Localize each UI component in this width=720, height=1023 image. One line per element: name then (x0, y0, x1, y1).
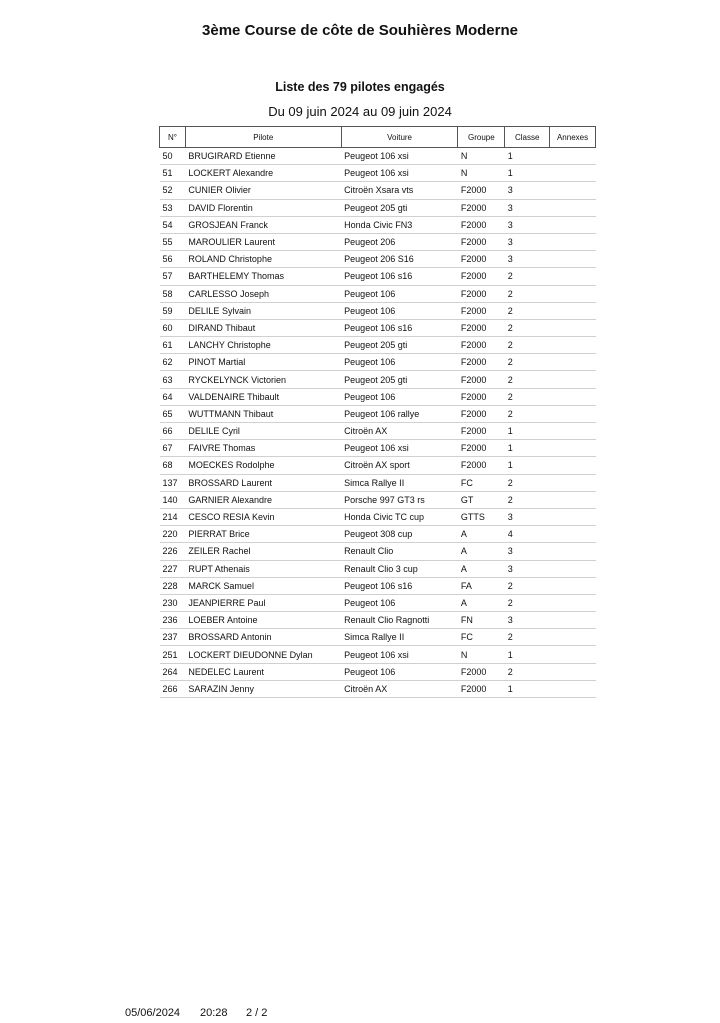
cell-group: F2000 (460, 202, 487, 213)
cell-class: 1 (507, 683, 513, 694)
cell-number: 60 (162, 322, 173, 333)
cell-class: 2 (507, 666, 513, 677)
cell-group: F2000 (460, 683, 487, 694)
cell-pilot: GROSJEAN Franck (188, 219, 268, 230)
header-group: Groupe (458, 127, 505, 148)
cell-number: 52 (162, 185, 173, 196)
table-row (160, 371, 596, 388)
table-row (160, 474, 596, 491)
cell-class: 1 (507, 426, 513, 437)
cell-annexes (550, 285, 596, 302)
table-row (160, 388, 596, 405)
table-row (160, 423, 596, 440)
cell-annexes (550, 646, 596, 663)
cell-class: 3 (507, 202, 513, 213)
cell-number: 65 (162, 408, 173, 419)
cell-group: F2000 (460, 426, 487, 437)
entries-table (159, 126, 596, 698)
table-row (160, 268, 596, 285)
cell-number: 140 (162, 494, 178, 505)
cell-annexes (550, 165, 596, 182)
cell-car: Peugeot 205 gti (344, 374, 408, 385)
cell-pilot: VALDENAIRE Thibault (188, 391, 280, 402)
cell-class: 3 (507, 237, 513, 248)
cell-pilot: MARCK Samuel (188, 580, 254, 591)
cell-car: Citroën AX (344, 426, 388, 437)
cell-car: Peugeot 106 s16 (344, 580, 413, 591)
footer-page-number: 2 / 2 (246, 1007, 268, 1019)
cell-group: FC (460, 477, 473, 488)
document-title: 3ème Course de côte de Souhières Moderne (202, 22, 518, 39)
cell-annexes (550, 354, 596, 371)
table-row (160, 199, 596, 216)
cell-car: Honda Civic FN3 (344, 219, 413, 230)
table-row (160, 508, 596, 525)
cell-car: Peugeot 106 (344, 305, 396, 316)
cell-class: 1 (507, 443, 513, 454)
cell-class: 1 (507, 460, 513, 471)
cell-class: 2 (507, 322, 513, 333)
cell-annexes (550, 388, 596, 405)
cell-number: 214 (162, 512, 178, 523)
cell-number: 53 (162, 202, 173, 213)
cell-annexes (550, 526, 596, 543)
cell-car: Honda Civic TC cup (344, 512, 425, 523)
cell-car: Simca Rallye II (344, 632, 405, 643)
cell-annexes (550, 594, 596, 611)
cell-class: 4 (507, 529, 513, 540)
cell-group: FA (460, 580, 472, 591)
cell-annexes (550, 182, 596, 199)
table-row (160, 233, 596, 250)
cell-pilot: WUTTMANN Thibaut (188, 408, 274, 419)
table-row (160, 594, 596, 611)
cell-group: A (460, 563, 467, 574)
cell-class: 2 (507, 288, 513, 299)
cell-annexes (550, 268, 596, 285)
cell-class: 2 (507, 305, 513, 316)
cell-number: 237 (162, 632, 178, 643)
cell-car: Peugeot 106 xsi (344, 151, 409, 162)
cell-group: F2000 (460, 254, 487, 265)
cell-car: Peugeot 106 (344, 288, 396, 299)
cell-car: Peugeot 206 (344, 237, 396, 248)
cell-group: F2000 (460, 185, 487, 196)
header-car: Voiture (341, 127, 458, 148)
cell-number: 54 (162, 219, 173, 230)
cell-class: 2 (507, 597, 513, 608)
cell-group: F2000 (460, 271, 487, 282)
cell-number: 220 (162, 529, 178, 540)
cell-pilot: PINOT Martial (188, 357, 246, 368)
header-annexes: Annexes (550, 127, 596, 148)
cell-class: 3 (507, 254, 513, 265)
cell-group: F2000 (460, 443, 487, 454)
cell-class: 3 (507, 219, 513, 230)
cell-class: 2 (507, 340, 513, 351)
table-row (160, 457, 596, 474)
table-row (160, 491, 596, 508)
cell-group: F2000 (460, 322, 487, 333)
cell-car: Citroën Xsara vts (344, 185, 414, 196)
cell-car: Citroën AX sport (344, 460, 410, 471)
cell-number: 57 (162, 271, 173, 282)
cell-group: F2000 (460, 408, 487, 419)
cell-car: Simca Rallye II (344, 477, 405, 488)
cell-class: 2 (507, 477, 513, 488)
cell-pilot: DELILE Cyril (188, 426, 240, 437)
cell-number: 228 (162, 580, 178, 591)
table-row (160, 165, 596, 182)
cell-car: Peugeot 106 xsi (344, 443, 409, 454)
cell-number: 236 (162, 615, 178, 626)
cell-group: N (460, 151, 468, 162)
table-row (160, 560, 596, 577)
cell-pilot: CUNIER Olivier (188, 185, 251, 196)
cell-annexes (550, 457, 596, 474)
cell-annexes (550, 423, 596, 440)
cell-group: F2000 (460, 666, 487, 677)
cell-class: 3 (507, 615, 513, 626)
cell-group: F2000 (460, 219, 487, 230)
cell-class: 1 (507, 168, 513, 179)
cell-car: Renault Clio (344, 546, 394, 557)
cell-class: 1 (507, 151, 513, 162)
table-row (160, 285, 596, 302)
cell-pilot: ROLAND Christophe (188, 254, 272, 265)
cell-number: 251 (162, 649, 178, 660)
cell-number: 61 (162, 340, 173, 351)
cell-annexes (550, 440, 596, 457)
cell-annexes (550, 612, 596, 629)
table-row (160, 182, 596, 199)
cell-car: Peugeot 106 (344, 357, 396, 368)
cell-pilot: PIERRAT Brice (188, 529, 250, 540)
cell-group: F2000 (460, 374, 487, 385)
cell-annexes (550, 251, 596, 268)
cell-annexes (550, 474, 596, 491)
cell-number: 264 (162, 666, 178, 677)
cell-car: Citroën AX (344, 683, 388, 694)
cell-annexes (550, 337, 596, 354)
cell-class: 3 (507, 546, 513, 557)
cell-number: 137 (162, 477, 178, 488)
cell-pilot: LOCKERT Alexandre (188, 168, 274, 179)
cell-class: 2 (507, 391, 513, 402)
cell-pilot: CARLESSO Joseph (188, 288, 269, 299)
cell-number: 51 (162, 168, 173, 179)
cell-number: 64 (162, 391, 173, 402)
table-row (160, 526, 596, 543)
table-row (160, 319, 596, 336)
table-row (160, 543, 596, 560)
cell-group: GT (460, 494, 474, 505)
cell-annexes (550, 491, 596, 508)
cell-car: Peugeot 106 xsi (344, 168, 409, 179)
footer-print-time: 20:28 (200, 1007, 228, 1019)
table-row (160, 612, 596, 629)
table-row (160, 251, 596, 268)
table-row (160, 302, 596, 319)
cell-number: 266 (162, 683, 178, 694)
cell-pilot: ZEILER Rachel (188, 546, 251, 557)
table-row (160, 337, 596, 354)
cell-pilot: BROSSARD Laurent (188, 477, 272, 488)
cell-pilot: NEDELEC Laurent (188, 666, 264, 677)
cell-car: Peugeot 106 (344, 666, 396, 677)
cell-group: F2000 (460, 288, 487, 299)
cell-number: 66 (162, 426, 173, 437)
cell-class: 2 (507, 271, 513, 282)
cell-class: 3 (507, 512, 513, 523)
cell-group: F2000 (460, 237, 487, 248)
cell-class: 3 (507, 185, 513, 196)
table-row (160, 440, 596, 457)
header-number: N° (160, 127, 186, 148)
event-date-range: Du 09 juin 2024 au 09 juin 2024 (268, 104, 452, 119)
cell-group: A (460, 597, 467, 608)
cell-group: N (460, 649, 468, 660)
cell-pilot: BRUGIRARD Etienne (188, 151, 276, 162)
cell-pilot: RUPT Athenais (188, 563, 250, 574)
cell-class: 2 (507, 374, 513, 385)
cell-group: A (460, 529, 467, 540)
header-pilot: Pilote (185, 127, 341, 148)
cell-annexes (550, 216, 596, 233)
cell-pilot: FAIVRE Thomas (188, 443, 256, 454)
table-row (160, 680, 596, 697)
cell-number: 59 (162, 305, 173, 316)
cell-annexes (550, 233, 596, 250)
table-header-row (160, 127, 596, 148)
table-row (160, 577, 596, 594)
cell-annexes (550, 680, 596, 697)
cell-class: 2 (507, 408, 513, 419)
table-row (160, 663, 596, 680)
cell-pilot: GARNIER Alexandre (188, 494, 272, 505)
cell-annexes (550, 560, 596, 577)
cell-pilot: SARAZIN Jenny (188, 683, 254, 694)
cell-annexes (550, 543, 596, 560)
cell-annexes (550, 508, 596, 525)
cell-number: 227 (162, 563, 178, 574)
cell-pilot: MOECKES Rodolphe (188, 460, 275, 471)
cell-car: Peugeot 106 rallye (344, 408, 420, 419)
cell-class: 2 (507, 632, 513, 643)
entry-list-subtitle: Liste des 79 pilotes engagés (275, 80, 445, 94)
cell-annexes (550, 577, 596, 594)
cell-number: 226 (162, 546, 178, 557)
table-row (160, 405, 596, 422)
cell-number: 68 (162, 460, 173, 471)
cell-number: 55 (162, 237, 173, 248)
cell-annexes (550, 405, 596, 422)
cell-pilot: LOEBER Antoine (188, 615, 258, 626)
cell-number: 58 (162, 288, 173, 299)
header-class: Classe (505, 127, 550, 148)
cell-annexes (550, 663, 596, 680)
cell-number: 50 (162, 151, 173, 162)
cell-car: Peugeot 106 (344, 597, 396, 608)
cell-pilot: BARTHELEMY Thomas (188, 271, 284, 282)
cell-car: Peugeot 206 S16 (344, 254, 414, 265)
cell-pilot: CESCO RESIA Kevin (188, 512, 275, 523)
cell-group: FC (460, 632, 473, 643)
entries-table-body (160, 148, 596, 698)
cell-pilot: LOCKERT DIEUDONNE Dylan (188, 649, 313, 660)
table-row (160, 216, 596, 233)
cell-annexes (550, 148, 596, 165)
cell-pilot: DELILE Sylvain (188, 305, 251, 316)
cell-car: Renault Clio 3 cup (344, 563, 418, 574)
cell-annexes (550, 199, 596, 216)
cell-group: F2000 (460, 460, 487, 471)
cell-car: Peugeot 106 (344, 391, 396, 402)
table-row (160, 646, 596, 663)
table-row (160, 629, 596, 646)
cell-pilot: MAROULIER Laurent (188, 237, 275, 248)
cell-class: 1 (507, 649, 513, 660)
cell-class: 2 (507, 580, 513, 591)
table-row (160, 354, 596, 371)
cell-annexes (550, 371, 596, 388)
cell-number: 56 (162, 254, 173, 265)
cell-annexes (550, 302, 596, 319)
cell-group: F2000 (460, 305, 487, 316)
cell-number: 62 (162, 357, 173, 368)
cell-group: F2000 (460, 340, 487, 351)
footer-print-date: 05/06/2024 (125, 1007, 181, 1019)
cell-car: Peugeot 205 gti (344, 340, 408, 351)
cell-car: Renault Clio Ragnotti (344, 615, 430, 626)
cell-pilot: BROSSARD Antonin (188, 632, 272, 643)
cell-pilot: LANCHY Christophe (188, 340, 271, 351)
cell-car: Peugeot 106 xsi (344, 649, 409, 660)
cell-group: A (460, 546, 467, 557)
cell-class: 2 (507, 357, 513, 368)
cell-car: Peugeot 205 gti (344, 202, 408, 213)
cell-pilot: RYCKELYNCK Victorien (188, 374, 286, 385)
cell-number: 63 (162, 374, 173, 385)
cell-pilot: DAVID Florentin (188, 202, 253, 213)
cell-car: Porsche 997 GT3 rs (344, 494, 425, 505)
cell-car: Peugeot 308 cup (344, 529, 413, 540)
cell-car: Peugeot 106 s16 (344, 322, 413, 333)
cell-group: N (460, 168, 468, 179)
cell-annexes (550, 629, 596, 646)
cell-pilot: DIRAND Thibaut (188, 322, 256, 333)
cell-pilot: JEANPIERRE Paul (188, 597, 266, 608)
cell-group: F2000 (460, 357, 487, 368)
table-row (160, 148, 596, 165)
cell-class: 3 (507, 563, 513, 574)
cell-group: FN (460, 615, 473, 626)
cell-number: 230 (162, 597, 178, 608)
cell-class: 2 (507, 494, 513, 505)
cell-group: GTTS (460, 512, 485, 523)
cell-number: 67 (162, 443, 173, 454)
cell-car: Peugeot 106 s16 (344, 271, 413, 282)
cell-annexes (550, 319, 596, 336)
cell-group: F2000 (460, 391, 487, 402)
